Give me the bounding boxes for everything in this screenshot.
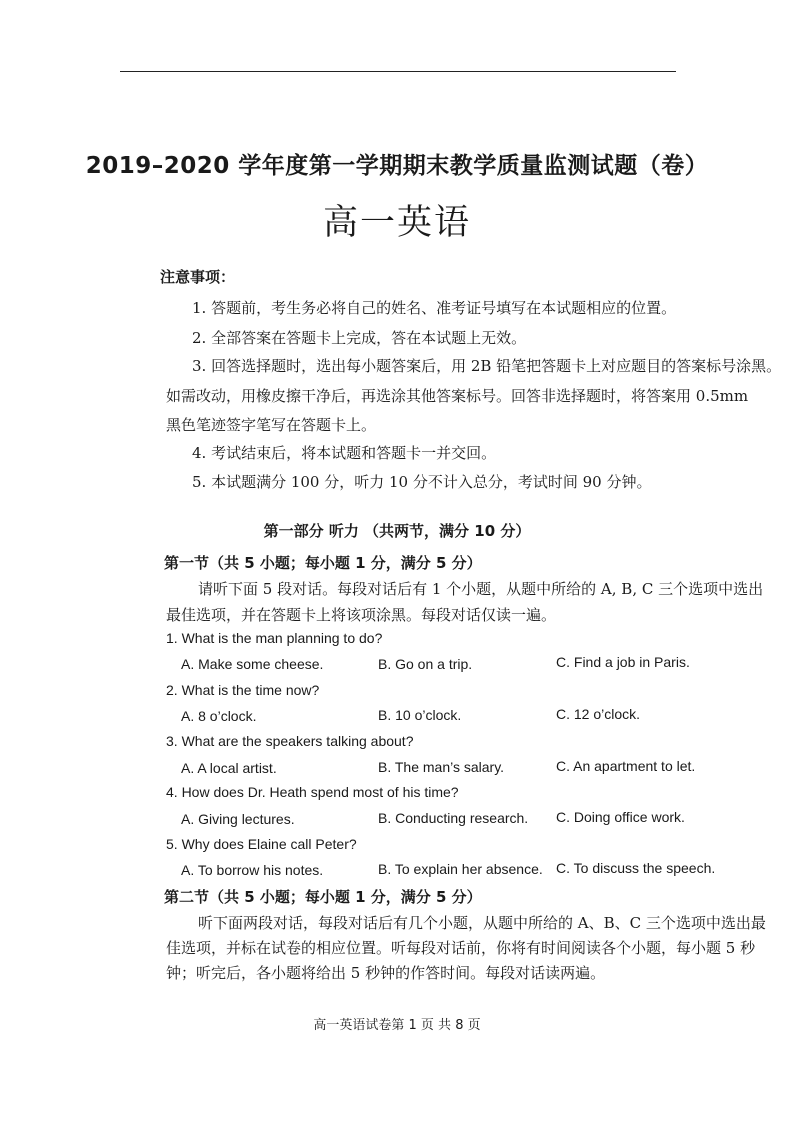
notice-item: 1. 答题前，考生务必将自己的姓名、准考证号填写在本试题相应的位置。 [192,299,677,317]
notice-heading: 注意事项： [160,268,236,286]
question-3-option-c: C. An apartment to let. [556,758,696,774]
question-4-option-a: A. Giving lectures. [181,811,295,827]
question-3: 3. What are the speakers talking about? [166,733,414,749]
notice-item-continued: 如需改动，用橡皮擦干净后，再选涂其他答案标号。回答非选择题时，将答案用 0.5mm [166,387,749,405]
notice-item: 3. 回答选择题时，选出每小题答案后，用 2B 铅笔把答题卡上对应题目的答案标号涂黑。 [192,357,782,375]
section1-instruction: 请听下面 5 段对话。每段对话后有 1 个小题，从题中所给的 A, B, C 三个选项中选出 [198,580,764,598]
question-4: 4. How does Dr. Heath spend most of his time? [166,784,459,800]
question-5: 5. Why does Elaine call Peter? [166,836,357,852]
question-2-option-b: B. 10 o’clock. [378,707,462,723]
question-3-option-b: B. The man’s salary. [378,759,505,775]
question-5-option-a: A. To borrow his notes. [181,862,324,878]
question-5-option-b: B. To explain her absence. [378,861,543,877]
question-4-option-c: C. Doing office work. [556,809,685,825]
notice-item: 5. 本试题满分 100 分，听力 10 分不计入总分，考试时间 90 分钟。 [192,473,652,491]
question-2-option-c: C. 12 o’clock. [556,706,641,722]
notice-item-continued: 黑色笔迹签字笔写在答题卡上。 [166,416,377,434]
question-5-option-c: C. To discuss the speech. [556,860,716,876]
exam-title: 2019–2020 学年度第一学期期末教学质量监测试题（卷） [85,153,709,179]
section2-heading: 第二节（共 5 小题；每小题 1 分，满分 5 分） [164,888,482,906]
section2-instruction: 钟；听完后，各小题将给出 5 秒钟的作答时间。每段对话读两遍。 [166,964,606,982]
question-4-option-b: B. Conducting research. [378,810,529,826]
section2-instruction: 佳选项，并标在试卷的相应位置。听每段对话前，你将有时间阅读各个小题，每小题 5 秒 [166,939,756,957]
question-2-option-a: A. 8 o’clock. [181,708,257,724]
top-rule [120,71,676,72]
question-3-option-a: A. A local artist. [181,760,277,776]
part1-heading: 第一部分 听力 （共两节，满分 10 分） [263,522,531,540]
question-1-option-b: B. Go on a trip. [378,656,473,672]
page-footer: 高一英语试卷第 1 页 共 8 页 [313,1018,481,1033]
question-1: 1. What is the man planning to do? [166,630,383,646]
section2-instruction: 听下面两段对话，每段对话后有几个小题，从题中所给的 A、B、C 三个选项中选出最 [198,914,766,932]
question-1-option-a: A. Make some cheese. [181,656,324,672]
section1-instruction: 最佳选项，并在答题卡上将该项涂黑。每段对话仅读一遍。 [166,606,557,624]
notice-item: 2. 全部答案在答题卡上完成，答在本试题上无效。 [192,329,527,347]
question-1-option-c: C. Find a job in Paris. [556,654,690,670]
question-2: 2. What is the time now? [166,682,320,698]
section1-heading: 第一节（共 5 小题；每小题 1 分，满分 5 分） [164,554,482,572]
subject-title: 高一英语 [322,203,471,243]
notice-item: 4. 考试结束后，将本试题和答题卡一并交回。 [192,444,497,462]
